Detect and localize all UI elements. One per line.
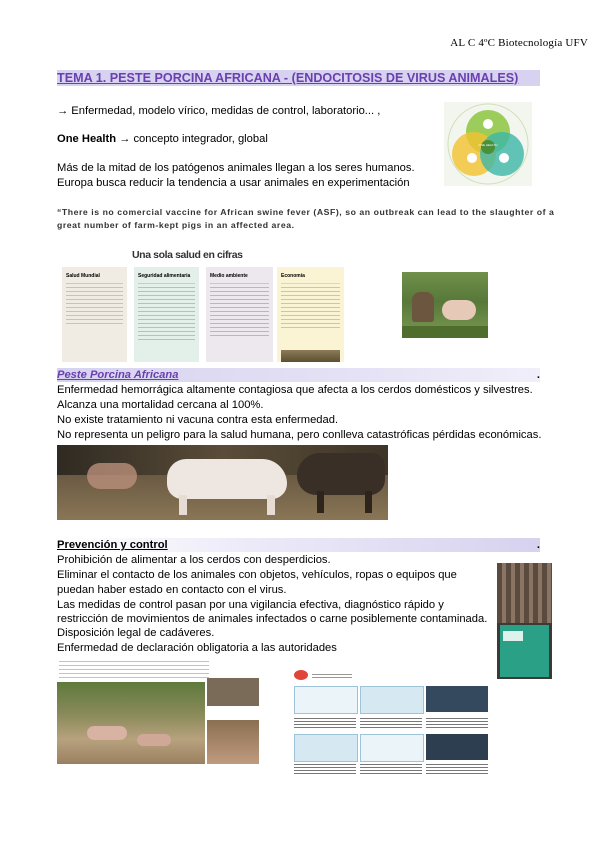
- collage-caption: [59, 658, 209, 678]
- panel-3-text: [210, 283, 269, 338]
- panel-1-title: Salud Mundial: [66, 273, 100, 279]
- section-2-line-2: Eliminar el contacto de los animales con objetos, vehículos, ropas o equipos que: [57, 569, 457, 581]
- intro-line-4: Europa busca reducir la tendencia a usar animales en experimentación: [57, 177, 410, 189]
- panel-4-title: Economía: [281, 273, 305, 279]
- section-1-line-3: No existe tratamiento ni vacuna contra esta enfermedad.: [57, 414, 339, 426]
- panel-2-text: [138, 283, 195, 340]
- panel-2-title: Seguridad alimentaria: [138, 273, 191, 279]
- quote-line-1: “There is no comercial vaccine for African swine fever (ASF), so an outbreak can lead to the slaughter of a: [57, 207, 555, 217]
- panel-4-text: [281, 283, 340, 328]
- course-header: AL C 4ºC Biotecnología UFV: [450, 37, 588, 49]
- culling-photos-collage: [57, 656, 262, 766]
- one-health-label: One Health: [57, 133, 117, 145]
- page-title: TEMA 1. PESTE PORCINA AFRICANA - (ENDOCITOSIS DE VIRUS ANIMALES): [57, 70, 540, 86]
- quote-line-2: great number of farm-kept pigs in an affected area.: [57, 220, 295, 230]
- intro-line-1: → Enfermedad, modelo vírico, medidas de control, laboratorio... ,: [57, 105, 381, 117]
- infographic-panel-1: [62, 267, 127, 362]
- section-2-line-3: puedan haber estado en contacto con el virus.: [57, 584, 287, 596]
- infographic-panel-4: [277, 267, 344, 362]
- section-1-title: Peste Porcina Africana: [57, 369, 179, 381]
- section-1-line-4: No representa un peligro para la salud humana, pero conlleva catastróficas pérdidas económicas.: [57, 429, 542, 441]
- infographic-panel-3: [206, 267, 273, 362]
- section-2-line-1: Prohibición de alimentar a los cerdos con desperdicios.: [57, 554, 331, 566]
- person-with-pig-photo: [402, 272, 488, 338]
- panel-3-title: Medio ambiente: [210, 273, 248, 279]
- pig-and-boar-photo: [57, 445, 388, 520]
- panel-4-photo: [281, 350, 340, 362]
- section-2-line-7: Enfermedad de declaración obligatoria a las autoridades: [57, 642, 337, 654]
- section-1-line-1: Enfermedad hemorrágica altamente contagiosa que afecta a los cerdos domésticos y silvestres.: [57, 384, 533, 396]
- section-2-line-5: restricción de movimientos de animales infectados o carne posiblemente contaminada.: [57, 613, 488, 625]
- infographic-title: Una sola salud en cifras: [132, 249, 243, 261]
- biosecurity-infographic: [294, 670, 490, 776]
- intro-one-health: [57, 132, 268, 146]
- section-prevencion: Prevención y control .: [57, 539, 540, 551]
- one-health-center-label: ONE HEALTH: [478, 143, 498, 147]
- section-1-line-2: Alcanza una mortalidad cercana al 100%.: [57, 399, 264, 411]
- one-health-text: → concepto integrador, global: [116, 133, 268, 145]
- section-2-line-4: Las medidas de control pasan por una vigilancia efectiva, diagnóstico rápido y: [57, 599, 444, 611]
- section-peste-porcina: Peste Porcina Africana .: [57, 369, 540, 381]
- infographic-panel-2: [134, 267, 199, 362]
- section-2-title: Prevención y control: [57, 539, 168, 551]
- section-2-line-6: Disposición legal de cadáveres.: [57, 627, 215, 639]
- infographic-logo-icon: [294, 670, 308, 680]
- pig-farm-poster-photo: [497, 563, 552, 679]
- panel-1-text: [66, 283, 123, 324]
- intro-line-3: Más de la mitad de los patógenos animales llegan a los seres humanos.: [57, 162, 415, 174]
- one-health-diagram: [444, 102, 532, 186]
